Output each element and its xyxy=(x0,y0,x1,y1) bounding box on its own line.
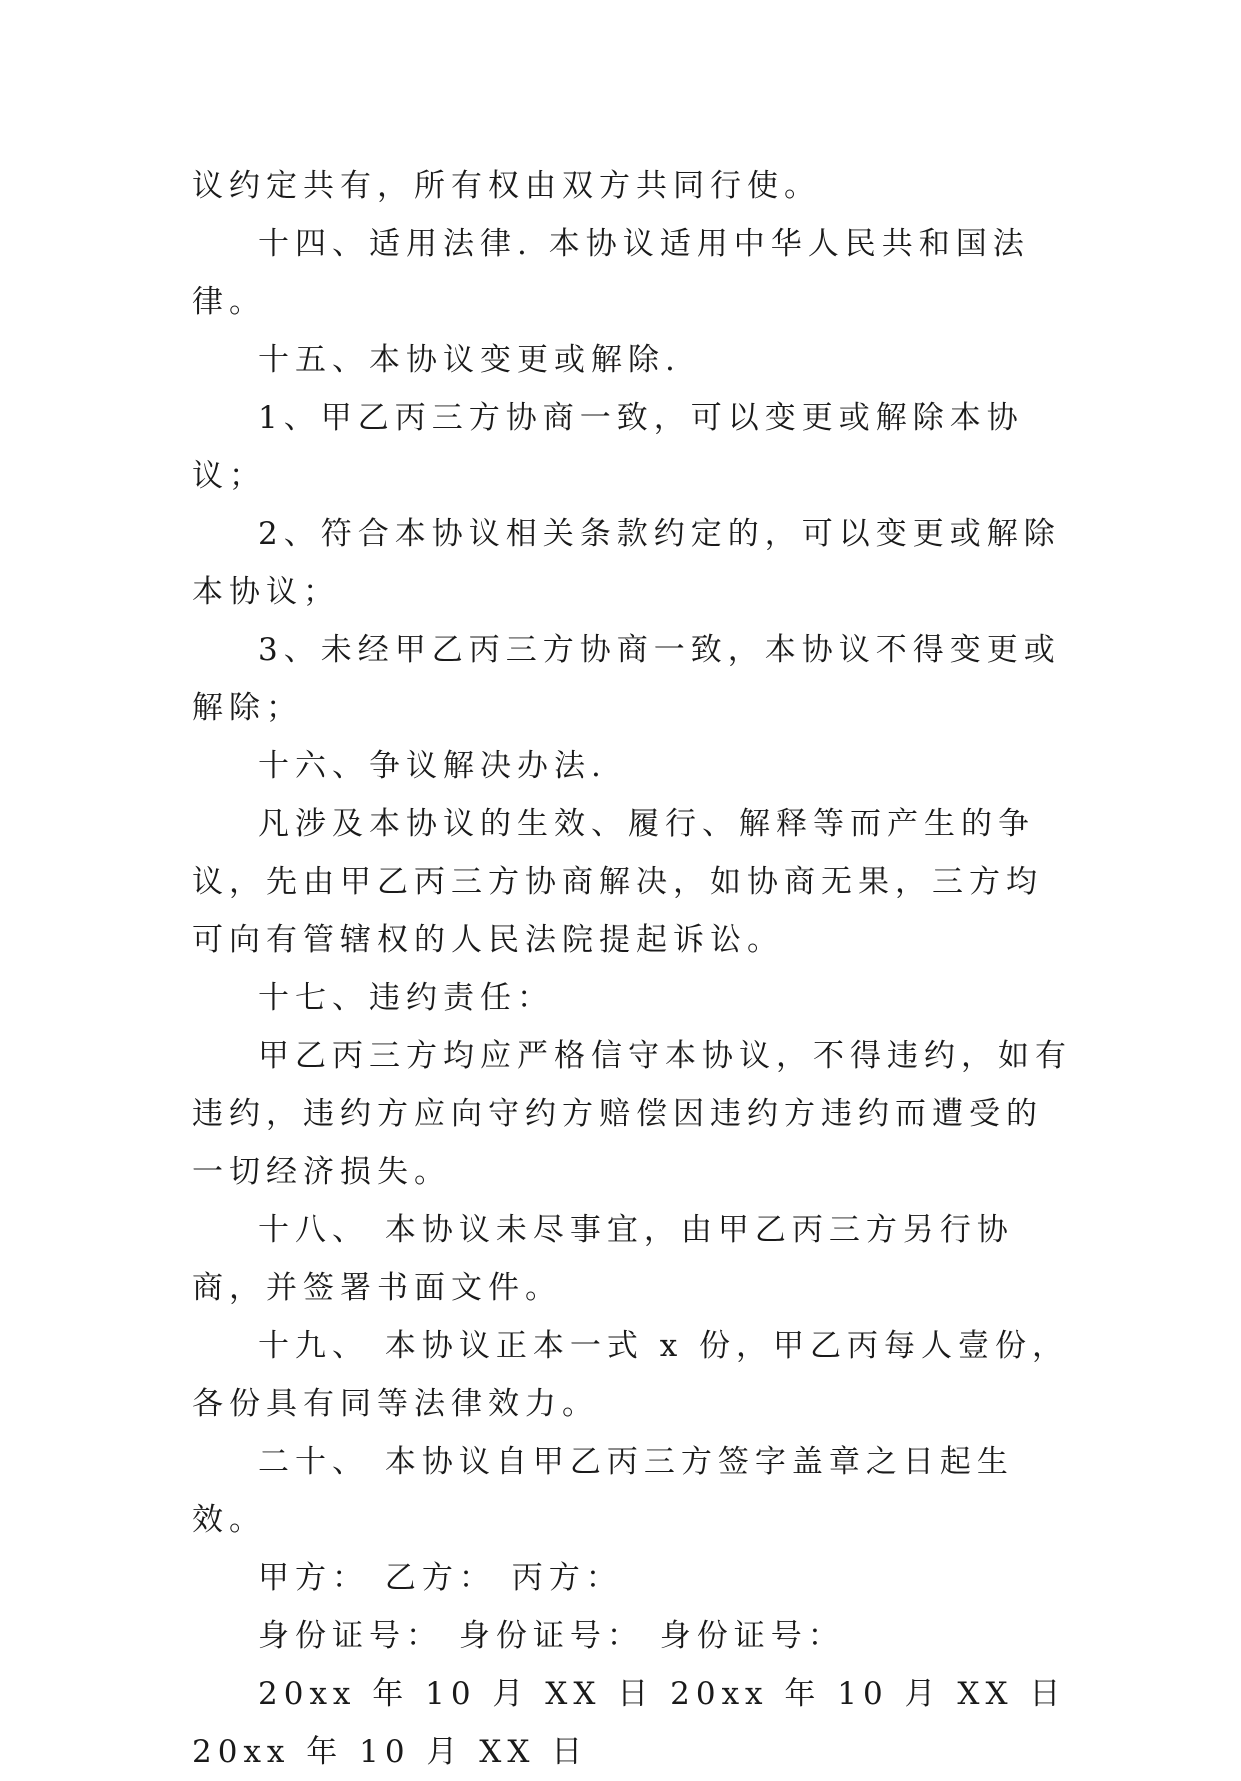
clause-14-applicable-law: 十四、适用法律. 本协议适用中华人民共和国法律。 xyxy=(192,226,1030,320)
document-body xyxy=(192,157,1072,1781)
clause-17-heading: 十七、违约责任： xyxy=(258,980,554,1016)
clause-18: 十八、 本协议未尽事宜，由甲乙丙三方另行协商，并签署书面文件。 xyxy=(192,1212,1014,1306)
clause-17-body: 甲乙丙三方均应严格信守本协议，不得违约，如有违约，违约方应向守约方赔偿因违约方违约而遭受的一切经济损失。 xyxy=(192,1038,1072,1190)
clause-15-heading: 十五、本协议变更或解除. xyxy=(258,342,681,378)
signature-parties: 甲方： 乙方： 丙方： xyxy=(258,1560,623,1596)
paragraph-continuation: 议约定共有，所有权由双方共同行使。 xyxy=(192,168,821,204)
signature-dates: 20xx 年 10 月 XX 日 20xx 年 10 月 XX 日 20xx 年 10 月 XX 日 xyxy=(192,1676,1067,1770)
clause-16-body: 凡涉及本协议的生效、履行、解释等而产生的争议，先由甲乙丙三方协商解决，如协商无果，三方均可向有管辖权的人民法院提起诉讼。 xyxy=(192,806,1043,958)
clause-15-item-3: 3、未经甲乙丙三方协商一致，本协议不得变更或解除； xyxy=(192,632,1061,726)
clause-20: 二十、 本协议自甲乙丙三方签字盖章之日起生效。 xyxy=(192,1444,1014,1538)
clause-19: 十九、 本协议正本一式 x 份，甲乙丙每人壹份，各份具有同等法律效力。 xyxy=(192,1328,1070,1422)
clause-15-item-2: 2、符合本协议相关条款约定的，可以变更或解除本协议； xyxy=(192,516,1061,610)
clause-16-heading: 十六、争议解决办法. xyxy=(258,748,607,784)
signature-id-numbers: 身份证号： 身份证号： 身份证号： xyxy=(258,1618,845,1654)
clause-15-item-1: 1、甲乙丙三方协商一致，可以变更或解除本协议； xyxy=(192,400,1024,494)
